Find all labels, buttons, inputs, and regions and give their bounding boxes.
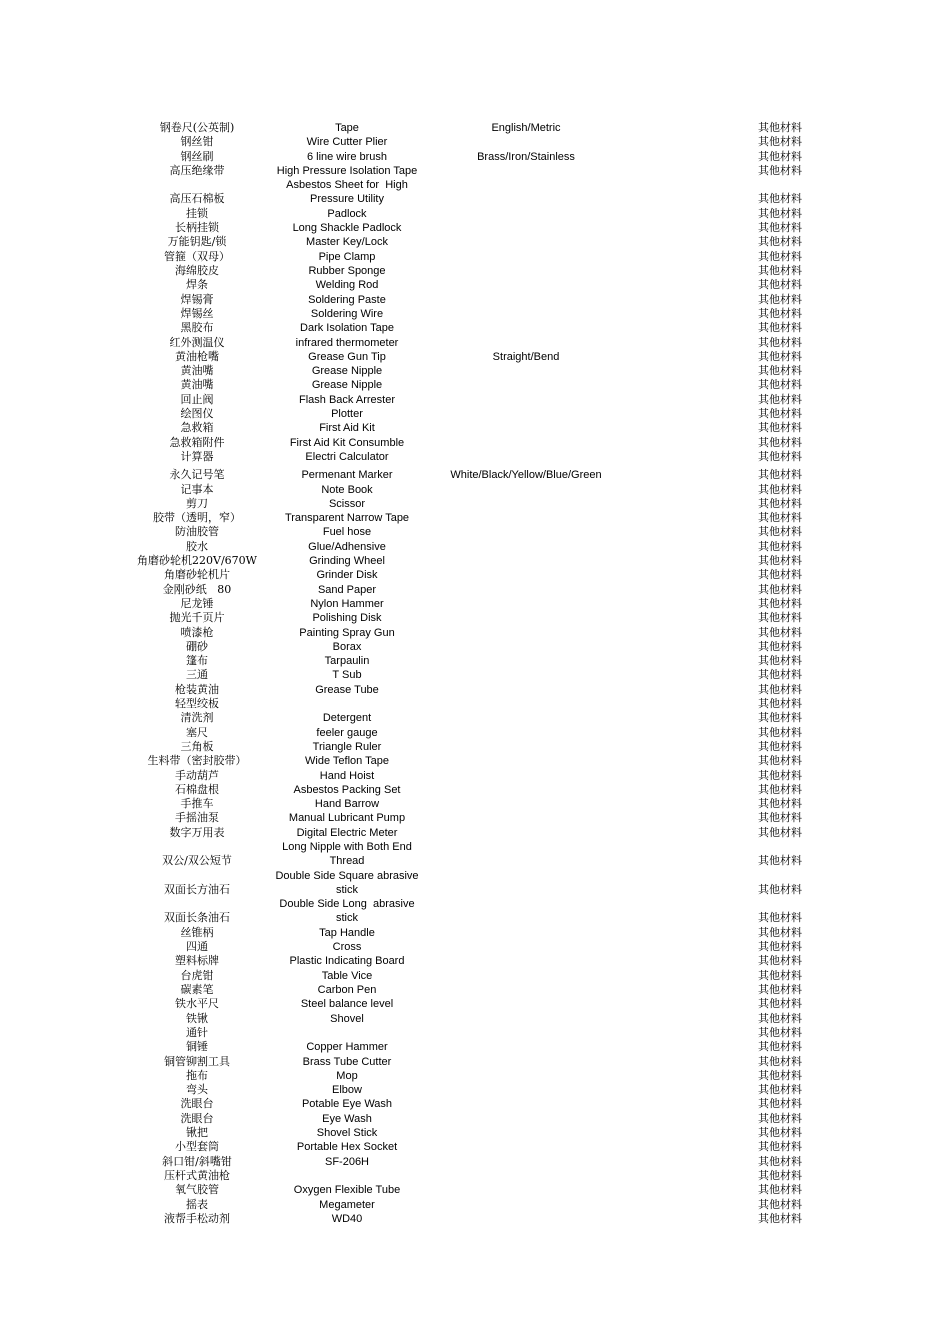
material-name-zh: 三通 (186, 668, 208, 682)
material-name-en: Megameter (319, 1198, 375, 1211)
material-name-en: Grinding Wheel (309, 555, 385, 567)
material-name-zh: 角磨砂轮机220V/670W (137, 554, 257, 567)
material-name-en: Mop (336, 1069, 358, 1082)
table-row (0, 668, 950, 682)
material-name-zh: 轻型绞板 (175, 697, 219, 710)
material-category: 其他材料 (758, 1011, 802, 1025)
material-category: 其他材料 (758, 1126, 802, 1139)
material-name-zh: 高压绝缘带 (169, 163, 225, 177)
table-row (0, 1097, 950, 1111)
material-name-zh: 铁锹 (186, 1011, 208, 1025)
table-row (0, 1026, 950, 1040)
table-row (0, 783, 950, 797)
material-name-zh: 生料带（密封胶带） (147, 754, 247, 768)
material-category: 其他材料 (758, 292, 802, 306)
table-row (0, 1083, 950, 1097)
table-row (0, 697, 950, 711)
material-name-en: Note Book (321, 483, 373, 496)
material-name-en: Hand Hoist (319, 769, 375, 782)
material-name-en: Fuel hose (322, 526, 372, 539)
material-name-zh: 枪装黄油 (175, 682, 219, 696)
material-name-zh: 管箍（双母） (164, 249, 230, 263)
table-row (0, 969, 950, 983)
material-name-zh: 黄油嘴 (180, 364, 214, 378)
table-row (0, 840, 950, 869)
material-category: 其他材料 (758, 725, 802, 739)
material-category: 其他材料 (758, 711, 802, 725)
material-category: 其他材料 (758, 925, 802, 939)
material-category: 其他材料 (758, 1068, 802, 1082)
material-name-en: Grease Tube (315, 683, 379, 696)
material-name-en: infrared thermometer (295, 336, 399, 349)
material-category: 其他材料 (758, 968, 802, 982)
material-name-zh: 小型套筒 (175, 1140, 219, 1154)
material-category: 其他材料 (758, 1140, 802, 1154)
material-name-zh: 剪刀 (186, 496, 208, 510)
material-name-zh: 黑胶布 (180, 321, 214, 335)
table-row (0, 350, 950, 364)
material-category: 其他材料 (758, 782, 802, 796)
table-row (0, 483, 950, 497)
material-name-en: Tape (335, 122, 359, 134)
material-name-en: Permenant Marker (301, 469, 393, 482)
material-category: 其他材料 (758, 421, 802, 435)
material-name-en: T Sub (332, 669, 362, 682)
material-name-zh: 高压石棉板 (169, 192, 225, 206)
material-category: 其他材料 (758, 568, 802, 582)
material-name-zh: 硼砂 (186, 639, 208, 653)
table-row (0, 583, 950, 597)
table-row (0, 525, 950, 539)
material-category: 其他材料 (758, 278, 802, 292)
material-spec: White/Black/Yellow/Blue/Green (450, 469, 602, 482)
material-category: 其他材料 (758, 378, 802, 392)
material-name-zh: 篷布 (186, 654, 208, 668)
material-category: 其他材料 (758, 697, 802, 710)
material-category: 其他材料 (758, 911, 802, 925)
material-name-zh: 长柄挂锁 (175, 221, 219, 235)
material-spec: Brass/Iron/Stainless (477, 150, 575, 163)
table-row (0, 754, 950, 768)
table-row (0, 436, 950, 450)
material-name-en: Soldering Wire (310, 307, 384, 320)
material-category: 其他材料 (758, 811, 802, 825)
material-name-zh: 防油胶管 (175, 525, 219, 539)
material-category: 其他材料 (758, 611, 802, 625)
table-row (0, 926, 950, 940)
material-category: 其他材料 (758, 1154, 802, 1168)
material-name-zh: 丝锥柄 (180, 925, 214, 939)
table-row (0, 740, 950, 754)
material-name-en: Elbow (332, 1084, 362, 1097)
material-name-en: Long Shackle Padlock (292, 222, 402, 235)
material-name-en: Plastic Indicating Board (289, 955, 405, 968)
material-name-en: Painting Spray Gun (299, 626, 395, 639)
material-name-en: Transparent Narrow Tape (284, 512, 410, 525)
table-row (0, 421, 950, 435)
material-name-zh: 数字万用表 (169, 825, 225, 839)
material-name-zh: 焊锡丝 (180, 306, 214, 320)
material-category: 其他材料 (758, 163, 802, 177)
material-category: 其他材料 (758, 306, 802, 320)
material-name-zh: 钢丝刷 (180, 149, 214, 163)
table-row (0, 1198, 950, 1212)
material-name-zh: 胶带（透明，窄） (153, 511, 241, 525)
material-name-en: Tarpaulin (324, 655, 370, 668)
table-row (0, 250, 950, 264)
material-category: 其他材料 (758, 1183, 802, 1197)
material-category: 其他材料 (758, 364, 802, 378)
table-row (0, 540, 950, 554)
material-name-en: Flash Back Arrester (299, 393, 395, 406)
material-category: 其他材料 (758, 335, 802, 349)
material-name-en: Manual Lubricant Pump (288, 812, 406, 825)
table-row (0, 321, 950, 335)
material-name-en: Padlock (327, 207, 367, 220)
material-name-zh: 铁水平尺 (175, 997, 219, 1011)
material-name-zh: 拖布 (186, 1068, 208, 1082)
material-name-zh: 绘图仪 (180, 407, 214, 420)
material-name-zh: 压杆式黄油枪 (164, 1168, 230, 1182)
material-category: 其他材料 (758, 940, 802, 954)
table-row (0, 1155, 950, 1169)
table-row (0, 997, 950, 1011)
material-category: 其他材料 (758, 121, 802, 134)
material-category: 其他材料 (758, 768, 802, 782)
material-category: 其他材料 (758, 321, 802, 335)
material-name-zh: 抛光千页片 (169, 611, 225, 625)
material-name-en: Scissor (328, 497, 366, 510)
material-name-en: Welding Rod (315, 279, 379, 292)
material-name-zh: 记事本 (180, 482, 214, 496)
material-name-zh: 角磨砂轮机片 (164, 568, 230, 582)
table-row (0, 640, 950, 654)
table-row (0, 711, 950, 725)
table-row (0, 497, 950, 511)
material-category: 其他材料 (758, 235, 802, 249)
material-name-en: Soldering Paste (308, 293, 386, 306)
table-row (0, 1055, 950, 1069)
material-name-en: Table Vice (321, 969, 373, 982)
material-category: 其他材料 (758, 882, 802, 896)
table-row (0, 207, 950, 221)
material-category: 其他材料 (758, 435, 802, 449)
material-name-zh: 焊锡膏 (180, 292, 214, 306)
table-row (0, 797, 950, 811)
material-name-en: Detergent (322, 712, 372, 725)
material-name-en: Dark Isolation Tape (300, 322, 394, 335)
material-category: 其他材料 (758, 264, 802, 277)
material-category: 其他材料 (758, 825, 802, 839)
table-row (0, 278, 950, 292)
material-category: 其他材料 (758, 954, 802, 968)
material-category: 其他材料 (758, 149, 802, 163)
material-category: 其他材料 (758, 349, 802, 363)
material-category: 其他材料 (758, 135, 802, 149)
table-row (0, 468, 950, 482)
table-row (0, 264, 950, 278)
material-name-zh: 三角板 (180, 739, 214, 753)
material-name-zh: 洗眼台 (180, 1097, 214, 1111)
material-spec: Straight/Bend (492, 350, 560, 363)
material-category: 其他材料 (758, 754, 802, 768)
material-name-en: Double Side Long abrasive stick (279, 898, 415, 925)
material-category: 其他材料 (758, 496, 802, 510)
table-row (0, 164, 950, 178)
table-row (0, 378, 950, 392)
material-name-zh: 焊条 (186, 278, 208, 292)
material-name-en: Master Key/Lock (306, 236, 388, 249)
material-category: 其他材料 (758, 1168, 802, 1182)
material-category: 其他材料 (758, 407, 802, 420)
material-category: 其他材料 (758, 1197, 802, 1211)
material-name-en: First Aid Kit (319, 422, 375, 435)
material-category: 其他材料 (758, 625, 802, 639)
table-row (0, 611, 950, 625)
table-row (0, 135, 950, 149)
material-category: 其他材料 (758, 797, 802, 811)
material-category: 其他材料 (758, 1025, 802, 1039)
material-name-zh: 台虎钳 (180, 968, 214, 982)
table-row (0, 654, 950, 668)
material-name-zh: 清洗剂 (180, 711, 214, 725)
material-name-en: Carbon Pen (317, 984, 377, 996)
table-row (0, 511, 950, 525)
table-row (0, 554, 950, 568)
table-row (0, 954, 950, 968)
material-name-zh: 手推车 (180, 797, 214, 811)
table-row (0, 235, 950, 249)
material-name-en: Sand Paper (317, 583, 377, 596)
material-name-en: Potable Eye Wash (301, 1098, 393, 1111)
material-name-en: Double Side Square abrasive stick (275, 869, 419, 896)
material-category: 其他材料 (758, 482, 802, 496)
material-name-en: feeler gauge (316, 726, 378, 739)
material-name-zh: 喷漆枪 (180, 625, 214, 639)
material-category: 其他材料 (758, 739, 802, 753)
material-name-en: Nylon Hammer (310, 597, 384, 610)
material-name-zh: 液帮手松动剂 (164, 1211, 230, 1225)
table-row (0, 1012, 950, 1026)
material-name-en: WD40 (331, 1212, 363, 1225)
material-name-zh: 红外测温仪 (169, 335, 225, 349)
table-row (0, 1183, 950, 1197)
table-row (0, 940, 950, 954)
material-category: 其他材料 (758, 668, 802, 682)
material-name-zh: 金刚砂纸 80 (162, 582, 232, 596)
material-name-zh: 氧气胶管 (175, 1183, 219, 1197)
material-name-zh: 塑料标牌 (175, 954, 219, 968)
material-name-en: Borax (332, 640, 362, 653)
material-name-en: Portable Hex Socket (296, 1141, 398, 1154)
table-row (0, 121, 950, 135)
material-name-zh: 锹把 (186, 1126, 208, 1139)
material-name-zh: 通针 (186, 1025, 208, 1039)
table-row (0, 869, 950, 898)
material-category: 其他材料 (758, 554, 802, 567)
material-name-en: Copper Hammer (306, 1041, 388, 1054)
material-category: 其他材料 (758, 1083, 802, 1097)
material-name-en: Grinder Disk (316, 569, 378, 582)
material-category: 其他材料 (758, 682, 802, 696)
material-name-zh: 石棉盘根 (175, 782, 219, 796)
material-category: 其他材料 (758, 639, 802, 653)
table-row (0, 1069, 950, 1083)
material-name-zh: 弯头 (186, 1083, 208, 1097)
material-category: 其他材料 (758, 525, 802, 539)
material-category: 其他材料 (758, 596, 802, 610)
material-name-zh: 塞尺 (186, 725, 208, 739)
material-category: 其他材料 (758, 1097, 802, 1111)
material-category: 其他材料 (758, 192, 802, 206)
material-category: 其他材料 (758, 392, 802, 406)
material-name-zh: 双面长条油石 (164, 911, 230, 925)
material-name-zh: 回止阀 (180, 392, 214, 406)
material-name-en: Steel balance level (300, 998, 394, 1011)
material-name-zh: 急救箱附件 (169, 435, 225, 449)
table-row (0, 826, 950, 840)
material-category: 其他材料 (758, 249, 802, 263)
material-name-en: Shovel (330, 1012, 364, 1025)
material-category: 其他材料 (758, 983, 802, 996)
material-name-en: 6 line wire brush (306, 150, 388, 163)
material-name-zh: 洗眼台 (180, 1111, 214, 1125)
table-row (0, 364, 950, 378)
material-category: 其他材料 (758, 1111, 802, 1125)
table-row (0, 336, 950, 350)
material-name-en: Tap Handle (319, 926, 375, 939)
material-category: 其他材料 (758, 1211, 802, 1225)
material-name-en: Digital Electric Meter (296, 826, 398, 839)
material-name-en: Eye Wash (322, 1112, 372, 1125)
material-name-en: Rubber Sponge (308, 265, 386, 277)
material-name-en: Oxygen Flexible Tube (293, 1184, 401, 1197)
material-name-en: Shovel Stick (316, 1127, 378, 1139)
material-name-zh: 钢丝钳 (180, 135, 214, 149)
material-category: 其他材料 (758, 468, 802, 482)
material-category: 其他材料 (758, 1040, 802, 1054)
material-name-zh: 铜锤 (186, 1040, 208, 1054)
material-name-en: Glue/Adhensive (308, 540, 386, 553)
table-row (0, 597, 950, 611)
material-name-en: Cross (332, 941, 362, 954)
table-row (0, 1112, 950, 1126)
material-name-zh: 万能钥匙/锁 (167, 235, 227, 249)
material-name-en: Triangle Ruler (312, 740, 382, 753)
material-name-zh: 尼龙锤 (180, 596, 214, 610)
material-category: 其他材料 (758, 654, 802, 668)
table-row (0, 626, 950, 640)
table-row (0, 897, 950, 926)
material-name-zh: 双公/双公短节 (162, 854, 232, 868)
material-spec: English/Metric (491, 122, 561, 134)
material-name-zh: 钢卷尺(公英制) (159, 121, 235, 134)
material-name-en: Electri Calculator (305, 450, 389, 463)
table-row (0, 178, 950, 207)
table-row (0, 450, 950, 464)
material-name-en: Wide Teflon Tape (305, 755, 389, 768)
material-category: 其他材料 (758, 1054, 802, 1068)
material-name-zh: 挂锁 (186, 206, 208, 220)
material-name-en: High Pressure Isolation Tape (276, 164, 418, 177)
table-row (0, 769, 950, 783)
material-category: 其他材料 (758, 449, 802, 463)
material-name-en: Grease Nipple (311, 365, 383, 378)
material-name-zh: 碳素笔 (180, 983, 214, 996)
material-name-zh: 永久记号笔 (169, 468, 225, 482)
table-row (0, 811, 950, 825)
material-name-en: Brass Tube Cutter (302, 1055, 392, 1068)
material-category: 其他材料 (758, 206, 802, 220)
table-row (0, 407, 950, 421)
table-row (0, 568, 950, 582)
material-name-zh: 胶水 (186, 539, 208, 553)
material-name-en: Plotter (331, 408, 363, 420)
material-name-en: Long Nipple with Both End Thread (282, 841, 412, 867)
material-name-en: Wire Cutter Plier (306, 136, 388, 149)
material-name-en: Asbestos Sheet for High Pressure Utility (286, 179, 408, 206)
table-row (0, 1212, 950, 1226)
material-name-en: Polishing Disk (312, 612, 382, 625)
table-row (0, 393, 950, 407)
material-name-zh: 摇表 (186, 1197, 208, 1211)
material-name-en: First Aid Kit Consumble (289, 436, 405, 449)
material-name-zh: 四通 (186, 940, 208, 954)
table-row (0, 150, 950, 164)
table-row (0, 293, 950, 307)
material-name-en: Grease Gun Tip (308, 350, 386, 363)
table-row (0, 1169, 950, 1183)
material-category: 其他材料 (758, 854, 802, 868)
material-name-zh: 手动葫芦 (175, 768, 219, 782)
table-row (0, 1140, 950, 1154)
table-row (0, 683, 950, 697)
material-name-zh: 铜管铆割工具 (164, 1054, 230, 1068)
material-category: 其他材料 (758, 997, 802, 1011)
table-row (0, 1126, 950, 1140)
table-row (0, 1040, 950, 1054)
table-row (0, 726, 950, 740)
material-category: 其他材料 (758, 511, 802, 525)
material-name-zh: 黄油枪嘴 (175, 349, 219, 363)
material-name-zh: 双面长方油石 (164, 882, 230, 896)
material-name-zh: 黄油嘴 (180, 378, 214, 392)
material-name-zh: 急救箱 (180, 421, 214, 435)
table-row (0, 221, 950, 235)
table-row (0, 983, 950, 997)
table-row (0, 307, 950, 321)
material-name-zh: 斜口钳/斜嘴钳 (162, 1154, 232, 1168)
material-name-zh: 手摇油泵 (175, 811, 219, 825)
material-name-en: Hand Barrow (314, 798, 380, 811)
material-category: 其他材料 (758, 221, 802, 235)
material-name-en: Pipe Clamp (318, 250, 376, 263)
material-category: 其他材料 (758, 539, 802, 553)
material-name-en: Asbestos Packing Set (293, 783, 401, 796)
material-name-zh: 海绵胶皮 (175, 264, 219, 277)
material-name-en: SF-206H (324, 1155, 370, 1168)
material-name-zh: 计算器 (180, 449, 214, 463)
material-name-en: Grease Nipple (311, 379, 383, 392)
material-category: 其他材料 (758, 582, 802, 596)
